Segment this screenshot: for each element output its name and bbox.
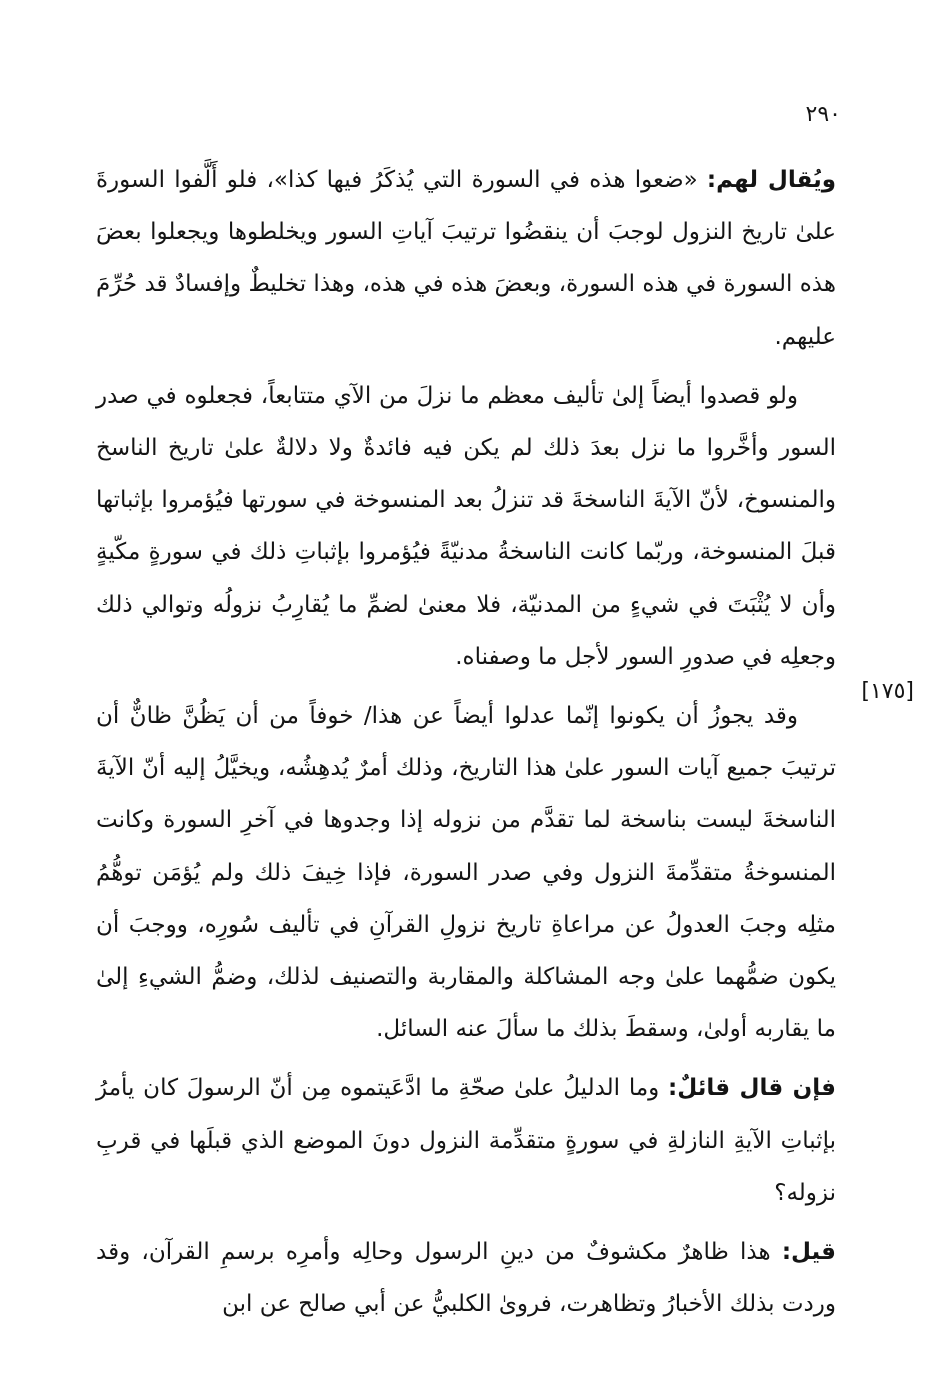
paragraph-3: [96, 690, 836, 1055]
paragraph-1: [96, 154, 836, 363]
paragraph-text: «ضعوا هذه في السورة التي يُذكَرُ فيها كذا»، فلو أَلَّفوا السورةَ علىٰ تاريخ النزول لوجبَ أن ينقضُوا ترتيبَ آياتِ السور ويخلطوها ويجعلوا بعضَ هذه السورة في هذه السورة، وبعضَ هذه في هذه، وهذا تخليطٌ وإفسادٌ قد حُرِّمَ عليهم.: [96, 167, 836, 350]
paragraph-text: ولو قصدوا أيضاً إلىٰ تأليف معظم ما نزلَ من الآي متتابعاً، فجعلوه في صدر السور وأخَّروا ما نزل بعدَ ذلك لم يكن فيه فائدةٌ ولا دلالةٌ علىٰ تاريخ الناسخ والمنسوخ، لأنّ الآيةَ الناسخةَ قد تنزلُ بعد المنسوخة في سورتها فيُؤمروا بإثباتها قبلَ المنسوخة، وربّما كانت الناسخةُ مدنيّةً فيُؤمروا بإثباتِ ذلك في سورةٍ مكّيةٍ وأن لا يُثْبَتَ في شيءٍ من المدنيّة، فلا معنىٰ لضمِّ ما يُقارِبُ نزولُه وتوالي ذلك وجعلِه في صدورِ السور لأجل ما وصفناه.: [96, 382, 836, 670]
paragraph-5: [96, 1226, 836, 1330]
paragraph-lead: فإن قال قائلٌ:: [668, 1075, 836, 1102]
paragraph-lead: قيل:: [781, 1239, 836, 1266]
margin-note: [١٧٥]: [861, 679, 914, 704]
paragraph-4: [96, 1062, 836, 1219]
paragraph-text: وما الدليلُ علىٰ صحّةِ ما ادَّعَيتموه مِن أنّ الرسولَ كان يأمرُ بإثباتِ الآيةِ النازلةِ في سورةٍ متقدِّمة النزول دونَ الموضع الذي قبلَها في قربِ نزوله؟: [96, 1075, 836, 1206]
page-number: ٢٩٠: [805, 102, 841, 127]
body-text: [96, 154, 836, 1337]
paragraph-text: وقد يجوزُ أن يكونوا إنّما عدلوا أيضاً عن هذا/ خوفاً من أن يَظُنَّ ظانٌّ أن ترتيبَ جميع آيات السور علىٰ هذا التاريخ، وذلك أمرٌ يُدهِشُه، ويخيَّلُ إليه أنّ الآيةَ الناسخةَ ليست بناسخة لما تقدَّم من نزوله إذا وجدوها في آخرِ السورة وكانت المنسوخةُ متقدِّمةَ النزول وفي صدر السورة، فإذا خِيفَ ذلك ولم يُؤمَن توهُّمُ مثلِه وجبَ العدولُ عن مراعاةِ تاريخ نزولِ القرآنِ في تأليف سُورِه، ووجبَ أن يكون ضمُّهما علىٰ وجه المشاكلة والمقاربة والتصنيف لذلك، وضمُّ الشيءِ إلىٰ ما يقاربه أولىٰ، وسقطَ بذلك ما سألَ عنه السائل.: [96, 703, 836, 1043]
paragraph-text: هذا ظاهرٌ مكشوفٌ من دينِ الرسول وحالِه وأمرِه برسمِ القرآن، وقد وردت بذلك الأخبارُ وتظاهرت، فروىٰ الكلبيُّ عن أبي صالح عن ابن: [96, 1239, 836, 1318]
paragraph-lead: ويُقال لهم:: [706, 167, 837, 193]
paragraph-2: [96, 370, 836, 683]
